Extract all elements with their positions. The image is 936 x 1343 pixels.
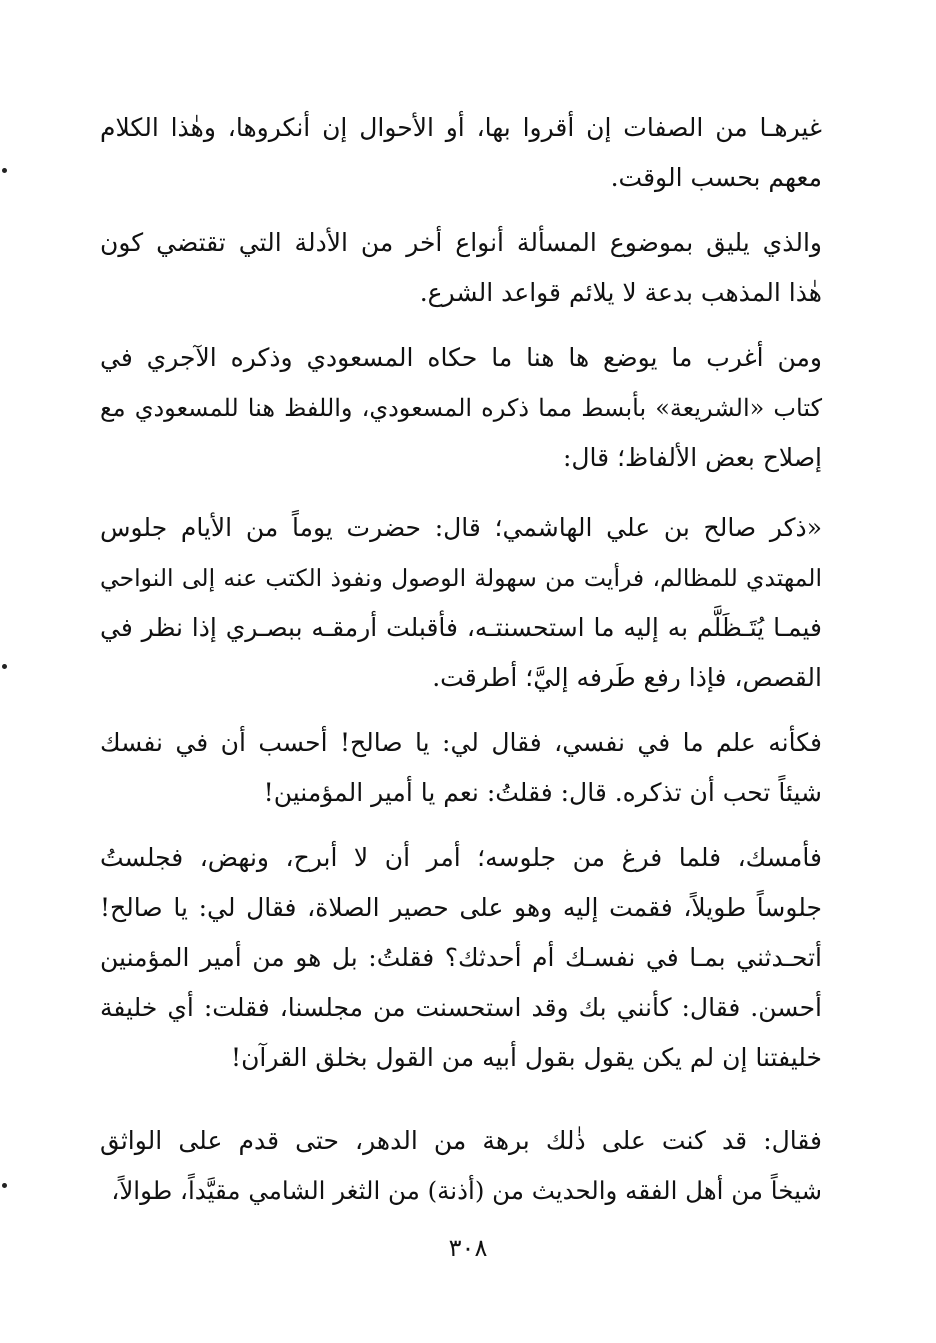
paragraph-3 [100,333,822,483]
text-line: هٰذا المذهب بدعة لا يلائم قواعد الشرع. [419,278,822,307]
text-line: جلوساً طويلاً، فقمت إليه وهو على حصير الصلاة، فقال لي: يا صالح! [100,893,822,922]
paragraph-6 [100,833,822,1083]
text-line: «ذكر صالح بن علي الهاشمي؛ قال: حضرت يوماً من الأيام جلوس [100,513,822,542]
text-line: فكأنه علم ما في نفسي، فقال لي: يا صالح! أحسب أن في نفسك [100,728,822,757]
text-line: المهتدي للمظالم، فرأيت من سهولة الوصول ونفوذ الكتب عنه إلى النواحي [100,564,822,592]
text-line: فقال: قد كنت على ذٰلك برهة من الدهر، حتى قدم على الواثق [100,1126,822,1155]
text-line: أتحـدثني بمـا في نفسـك أم أحدثك؟ فقلتُ: بل هو من أمير المؤمنين [100,943,822,972]
page-number: ٣٠٨ [448,1234,488,1262]
text-line: فأمسك، فلما فرغ من جلوسه؛ أمر أن لا أبرح، ونهض، فجلستُ [100,843,822,872]
scan-speck [2,664,7,669]
paragraph-5 [100,718,822,818]
paragraph-2 [100,218,822,318]
text-line: شيخاً من أهل الفقه والحديث من (أذنة) من الثغر الشامي مقيَّداً، طوالاً، [111,1176,822,1205]
text-line: شيئاً تحب أن تذكره. قال: فقلتُ: نعم يا أمير المؤمنين! [263,778,822,807]
text-line: ومن أغرب ما يوضع ها هنا ما حكاه المسعودي وذكره الآجري في [100,343,822,372]
scan-speck [2,1183,7,1188]
paragraph-4 [100,503,822,703]
scan-speck [2,168,7,173]
text-line: معهم بحسب الوقت. [610,163,822,192]
text-line: فيمـا يُتَـظَلَّم به إليه ما استحسنتـه، فأقبلت أرمقـه ببصـري إذا نظر في [100,613,822,642]
text-line: إصلاح بعض الألفاظ؛ قال: [562,443,822,472]
text-line: غيرهـا من الصفات إن أقروا بها، أو الأحوال إن أنكروها، وهٰذا الكلام [100,113,822,142]
text-line: القصص، فإذا رفع طَرفه إليَّ؛ أطرقت. [432,663,822,692]
paragraph-1 [100,103,822,203]
text-line: والذي يليق بموضوع المسألة أنواع أخر من الأدلة التي تقتضي كون [100,228,822,257]
text-line: أحسن. فقال: كأنني بك وقد استحسنت من مجلسنا، فقلت: أي خليفة [100,993,822,1022]
text-line: كتاب «الشريعة» بأبسط مما ذكره المسعودي، واللفظ هنا للمسعودي مع [100,394,822,422]
text-line: خليفتنا إن لم يكن يقول بقول أبيه من القول بخلق القرآن! [231,1043,822,1072]
paragraph-7 [100,1116,822,1216]
